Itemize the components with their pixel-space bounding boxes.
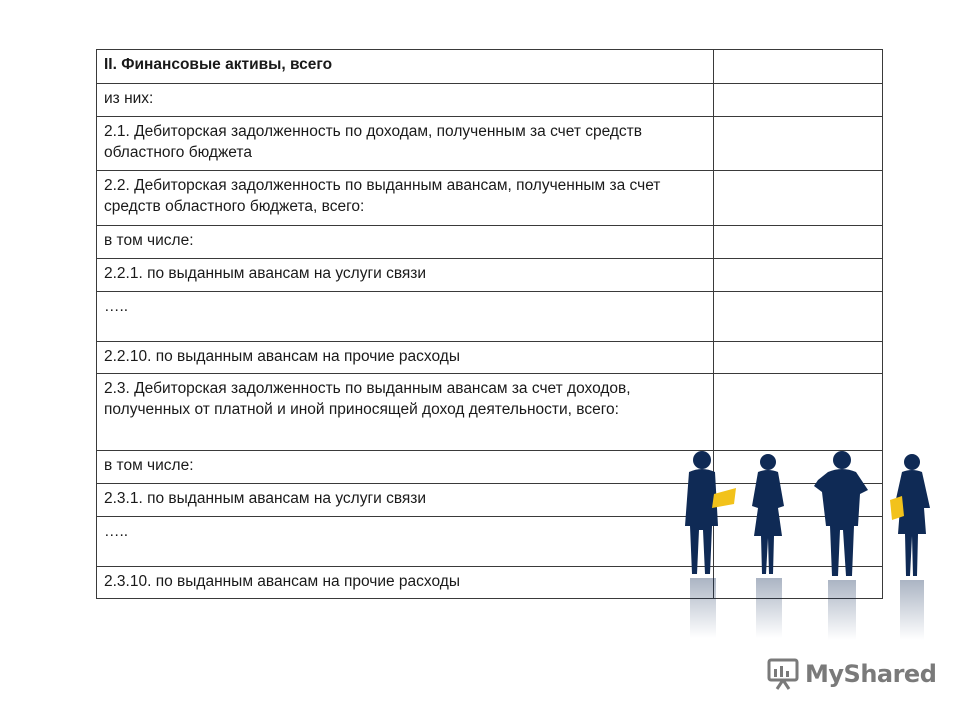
row-label: 2.3.10. по выданным авансам на прочие расходы	[97, 567, 714, 599]
row-value	[714, 259, 883, 292]
row-value	[714, 50, 883, 84]
table-row	[97, 171, 883, 226]
table-row	[97, 374, 883, 451]
row-value	[714, 292, 883, 342]
row-value	[714, 171, 883, 226]
row-label: …..	[97, 517, 714, 567]
row-value	[714, 342, 883, 374]
myshared-logo	[766, 656, 936, 692]
row-label: 2.3.1. по выданным авансам на услуги связи	[97, 484, 714, 517]
row-label: 2.3. Дебиторская задолженность по выданным авансам за счет доходов, полученных от платной и иной приносящей доход деятельности, всего:	[97, 374, 714, 451]
row-label: из них:	[97, 84, 714, 117]
person-icon	[685, 451, 718, 574]
row-label: 2.2. Дебиторская задолженность по выданным авансам, полученным за счет средств областного бюджета, всего:	[97, 171, 714, 226]
table-row	[97, 259, 883, 292]
person-icon	[752, 454, 784, 574]
row-label: 2.1. Дебиторская задолженность по доходам, полученным за счет средств областного бюджета	[97, 117, 714, 171]
row-label: 2.2.1. по выданным авансам на услуги связи	[97, 259, 714, 292]
row-label: в том числе:	[97, 226, 714, 259]
logo-text: MyShared	[805, 660, 937, 688]
table-row	[97, 226, 883, 259]
row-value	[714, 226, 883, 259]
row-value	[714, 84, 883, 117]
folder-icon	[890, 496, 904, 520]
row-label: в том числе:	[97, 451, 714, 484]
business-people-illustration	[672, 446, 952, 646]
table-row	[97, 342, 883, 374]
person-icon	[814, 451, 868, 576]
table-row	[97, 117, 883, 171]
presentation-board-icon	[766, 657, 800, 691]
row-label: …..	[97, 292, 714, 342]
row-label-financial-assets-total: II. Финансовые активы, всего	[97, 50, 714, 84]
reflection	[690, 578, 924, 640]
table-row	[97, 292, 883, 342]
row-value	[714, 374, 883, 451]
table-row	[97, 50, 883, 84]
row-value	[714, 117, 883, 171]
table-row	[97, 84, 883, 117]
row-label: 2.2.10. по выданным авансам на прочие расходы	[97, 342, 714, 374]
